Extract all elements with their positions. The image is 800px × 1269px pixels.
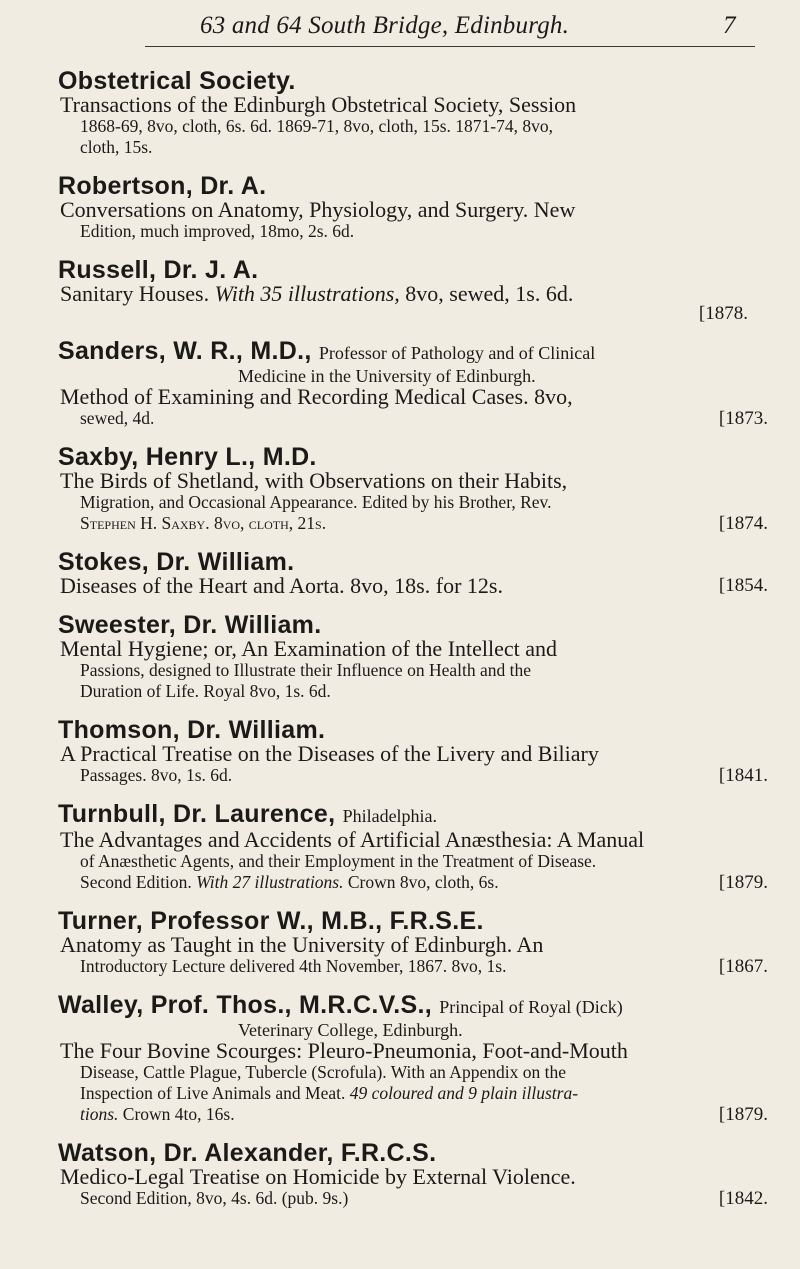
entry-title-line [58, 283, 768, 305]
entry-title: The Four Bovine Scourges: Pleuro-Pneumonia, Foot-and-Mouth [60, 1038, 628, 1063]
entry-title: Anatomy as Taught in the University of Edinburgh. An [60, 932, 544, 957]
entry-author: Turner, Professor W., M.B., F.R.S.E. [58, 907, 484, 935]
entry-author: Sweester, Dr. William. [58, 611, 322, 639]
entry-details-line [58, 765, 768, 786]
running-head-title: 63 and 64 South Bridge, Edinburgh. [200, 12, 570, 39]
entry-title: The Advantages and Accidents of Artificial Anæsthesia: A Manual [60, 827, 645, 852]
entry-author-line [58, 338, 768, 366]
entry-details: Disease, Cattle Plague, Tubercle (Scrofula). With an Appendix on the [80, 1062, 566, 1082]
entry-year: [1879. [718, 1104, 768, 1125]
entry-author-note: Professor of Pathology and of Clinical [318, 343, 596, 363]
entry-title: Medico-Legal Treatise on Homicide by External Violence. [60, 1164, 576, 1189]
entry-details-line [58, 956, 768, 977]
entry-illustrations: With 27 illustrations. [196, 872, 344, 892]
entry-author: Saxby, Henry L., M.D. [58, 443, 317, 471]
catalogue-entry [58, 173, 768, 242]
entry-format-price: Crown 4to, 16s. [122, 1104, 235, 1124]
catalogue-entry [58, 257, 768, 323]
entry-author: Russell, Dr. J. A. [58, 256, 259, 284]
entry-title: Diseases of the Heart and Aorta. 8vo, 18s. for 12s. [60, 573, 503, 598]
entry-illustrations-cont: tions. [80, 1104, 119, 1124]
entry-details: Passions, designed to Illustrate their Influence on Health and the [80, 660, 531, 680]
entry-author: Stokes, Dr. William. [58, 548, 295, 576]
entry-format-price: 8vo, sewed, 1s. 6d. [405, 281, 574, 306]
entry-title: Sanitary Houses. [60, 281, 210, 306]
entry-author: Turnbull, Dr. Laurence, [58, 800, 336, 828]
entry-details-cont: Duration of Life. Royal 8vo, 1s. 6d. [80, 681, 331, 701]
entry-details-cont: Inspection of Live Animals and Meat. [80, 1083, 346, 1103]
entry-author: Thomson, Dr. William. [58, 716, 326, 744]
catalogue-entry [58, 338, 768, 429]
entry-details-line [58, 513, 768, 534]
entry-author-note: Philadelphia. [342, 806, 438, 826]
entry-illustrations: With 35 illustrations, [214, 281, 400, 306]
entry-author-line [58, 801, 768, 829]
entry-title: Method of Examining and Recording Medical Cases. 8vo, [60, 384, 573, 409]
entry-edition: Second Edition. [80, 872, 192, 892]
entry-year: [1878. [698, 303, 748, 324]
entry-author-subnote: Veterinary College, Edinburgh. [238, 1020, 463, 1040]
catalogue-entry [58, 612, 768, 702]
entry-details-line [58, 408, 768, 429]
entry-details-line [58, 1104, 768, 1125]
entry-details: sewed, 4d. [80, 408, 155, 428]
entry-details: Introductory Lecture delivered 4th November, 1867. 8vo, 1s. [80, 956, 507, 976]
catalogue-entry [58, 908, 768, 977]
entry-details: of Anæsthetic Agents, and their Employment in the Treatment of Disease. [80, 851, 597, 871]
catalogue-entry [58, 1140, 768, 1209]
entry-title: Mental Hygiene; or, An Examination of the Intellect and [60, 636, 558, 661]
catalogue-entry [58, 444, 768, 534]
entry-details-line [58, 872, 768, 893]
entry-author: Obstetrical Society. [58, 67, 296, 95]
entry-details: Second Edition, 8vo, 4s. 6d. (pub. 9s.) [80, 1188, 349, 1208]
entry-author: Walley, Prof. Thos., M.R.C.V.S., [58, 991, 433, 1019]
entry-author-note: Principal of Royal (Dick) [439, 997, 623, 1017]
catalogue-entries [58, 68, 768, 1224]
entry-details: Edition, much improved, 18mo, 2s. 6d. [80, 221, 355, 241]
entry-details-line [58, 1188, 768, 1209]
entry-details-cont: Stephen H. Saxby. 8vo, cloth, 21s. [80, 513, 327, 533]
entry-title: Transactions of the Edinburgh Obstetrical Society, Session [60, 92, 577, 117]
page-number: 7 [723, 12, 736, 39]
catalogue-entry [58, 68, 768, 158]
entry-author-subnote: Medicine in the University of Edinburgh. [238, 366, 536, 386]
catalogue-entry [58, 549, 768, 597]
entry-year: [1854. [718, 575, 768, 596]
entry-title: The Birds of Shetland, with Observations on their Habits, [60, 468, 568, 493]
entry-details: 1868-69, 8vo, cloth, 6s. 6d. 1869-71, 8vo, cloth, 15s. 1871-74, 8vo, [80, 116, 553, 136]
entry-title: Conversations on Anatomy, Physiology, and Surgery. New [60, 197, 576, 222]
entry-title-line [58, 575, 768, 597]
entry-year: [1841. [718, 765, 768, 786]
entry-author: Sanders, W. R., M.D., [58, 337, 312, 365]
entry-details-cont: cloth, 15s. [80, 137, 153, 157]
entry-year: [1867. [718, 956, 768, 977]
entry-details: Migration, and Occasional Appearance. Edited by his Brother, Rev. [80, 492, 552, 512]
entry-author-line [58, 992, 768, 1020]
entry-illustrations: 49 coloured and 9 plain illustra- [349, 1083, 579, 1103]
entry-author: Robertson, Dr. A. [58, 172, 267, 200]
entry-year: [1842. [718, 1188, 768, 1209]
catalogue-entry [58, 717, 768, 786]
entry-year: [1873. [718, 408, 768, 429]
entry-format-price: Crown 8vo, cloth, 6s. [347, 872, 499, 892]
catalogue-entry [58, 801, 768, 893]
entry-year: [1879. [718, 872, 768, 893]
entry-details: Passages. 8vo, 1s. 6d. [80, 765, 233, 785]
entry-title: A Practical Treatise on the Diseases of the Livery and Biliary [60, 741, 599, 766]
entry-year: [1874. [718, 513, 768, 534]
entry-author: Watson, Dr. Alexander, F.R.C.S. [58, 1139, 437, 1167]
running-head [0, 0, 800, 60]
header-rule [145, 46, 755, 47]
entry-details-line [58, 1083, 768, 1104]
catalogue-entry [58, 992, 768, 1125]
